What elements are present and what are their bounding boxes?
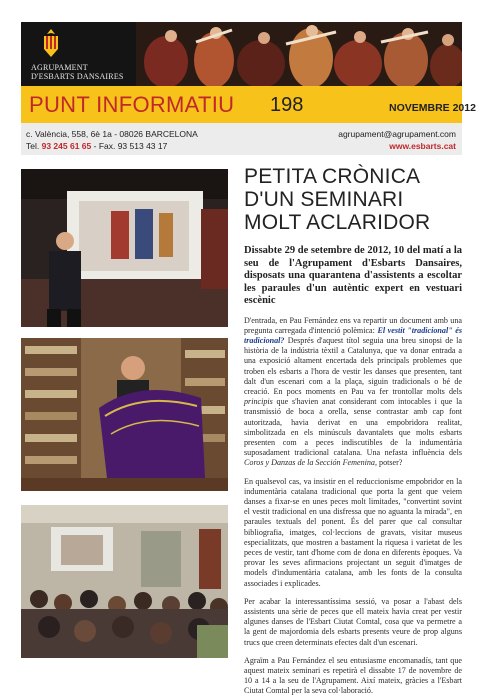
website-link[interactable]: www.esbarts.cat	[389, 141, 456, 151]
phone-fax	[26, 141, 167, 151]
phone-number: 93 245 61 65	[41, 141, 92, 151]
header-banner	[21, 22, 462, 86]
address: c. València, 558, 6è 1a - 08026 BARCELONA	[26, 129, 198, 139]
tel-label: Tel.	[26, 141, 40, 151]
dancers-photo	[136, 22, 462, 86]
contact-strip	[21, 123, 462, 155]
email-link[interactable]: agrupament@agrupament.com	[338, 129, 456, 139]
photo-speaker-garment	[21, 338, 228, 491]
issue-date: NOVEMBRE 2012	[389, 102, 476, 114]
p1-text-c: que s'havien anat considerant com intocables i que la transmissió de boca a orella, sense contrastar amb cap font autoritzada, havia derivat en una empobridora realitat, simbolitzada en els minúsculs davantalets que molts esbarts presenten com a peces indiscutibles de la indumentària suposadament tradicional catalana. Una nefasta influència dels	[244, 397, 462, 458]
p1-text-d: , potser?	[374, 458, 403, 468]
fax-number: - Fax. 93 513 43 17	[93, 141, 168, 151]
p1-text-b: Després d'aquest títol seguia una breu sinopsi de la història de la indústria tèxtil a Catalunya, que va donar entrada a una exposició altament encertada dels principals problemes que troben els esbarts a l'hora de vestir les danses que presenten, tant dalt d'un escenari com a la plaça, siguin tradicionals o bé de creació. En pocs moments en Pau va fer trontollar molts dels	[244, 335, 462, 396]
p1-emphasis: El vestit "tradicional" és tradicional?	[244, 325, 462, 345]
logo	[21, 22, 136, 86]
headline-line1: PETITA CRÒNICA	[244, 165, 421, 188]
article	[244, 165, 462, 697]
article-headline	[244, 165, 462, 234]
emblem-icon	[38, 28, 64, 58]
headline-line3: MOLT ACLARIDOR	[244, 211, 431, 234]
headline-line2: D'UN SEMINARI	[244, 188, 404, 211]
p1-italic: principis	[244, 397, 273, 407]
article-lead: Dissabte 29 de setembre de 2012, 10 del matí a la seu de l'Agrupament d'Esbarts Dansaires, disposats una quarantena d'assistents a escoltar les paraules d'un autèntic expert en vestuari escènic	[244, 245, 462, 306]
paragraph-1	[244, 316, 462, 469]
p1-italic-2: Coros y Danzas de la Sección Femenina	[244, 458, 375, 468]
logo-text-line2: D'ESBARTS DANSAIRES	[31, 72, 124, 81]
newsletter-title: PUNT INFORMATIU	[29, 92, 235, 117]
logo-text-line1: AGRUPAMENT	[31, 63, 88, 72]
paragraph-3: Per acabar la interessantíssima sessió, va posar a l'abast dels assistents una sèrie de peces que ell mateix havia creat per vestir algunes danses de l'Esbart Ciutat Comtal, cosa que va permetre a la gent de majordomia dels esbarts presents veure de prop alguns trucs que creen determinats efectes dalt d'un escenari.	[244, 596, 462, 647]
paragraph-2: En qualsevol cas, va insistir en el reduccionisme empobridor en la indumentària catalana tradicional que porta la gent que veiem danses a fixar-se en unes peces molt limitades, "convertint sovint el vestit tradicional en una disfressa que no aguanta la mirada", en paraules textuals del ponent. És del parer que cal consultar bibliografia, imatges, col·leccions de gravats, visitar museus especialitzats, que mostren a bastament la riquesa i varietat de les peces de vestir, tant d'home com de dona en diferents èpoques. Va provar les seves afirmacions projectant un seguit d'imatges de models d'indumentària catalana, amb les fonts de la consulta associades i explicades.	[244, 476, 462, 588]
photo-speaker-projection	[21, 169, 228, 327]
issue-number: 198	[270, 94, 304, 116]
p1-text-a: D'entrada, en Pau Fernández ens va repartir un document amb una pregunta carregada d'intenció polèmica:	[244, 315, 462, 335]
title-bar	[21, 86, 476, 123]
paragraph-4: Agraïm a Pau Fernández el seu entusiasme encomanadís, tant que aquest mateix seminari es repetirà el dissabte 17 de novembre de 10 a 14 a la seu de l'Agrupament. Així mateix, gràcies a l'Esbart Ciutat Comtal per la seva col·laboració.	[244, 655, 462, 696]
photo-audience	[21, 505, 228, 658]
